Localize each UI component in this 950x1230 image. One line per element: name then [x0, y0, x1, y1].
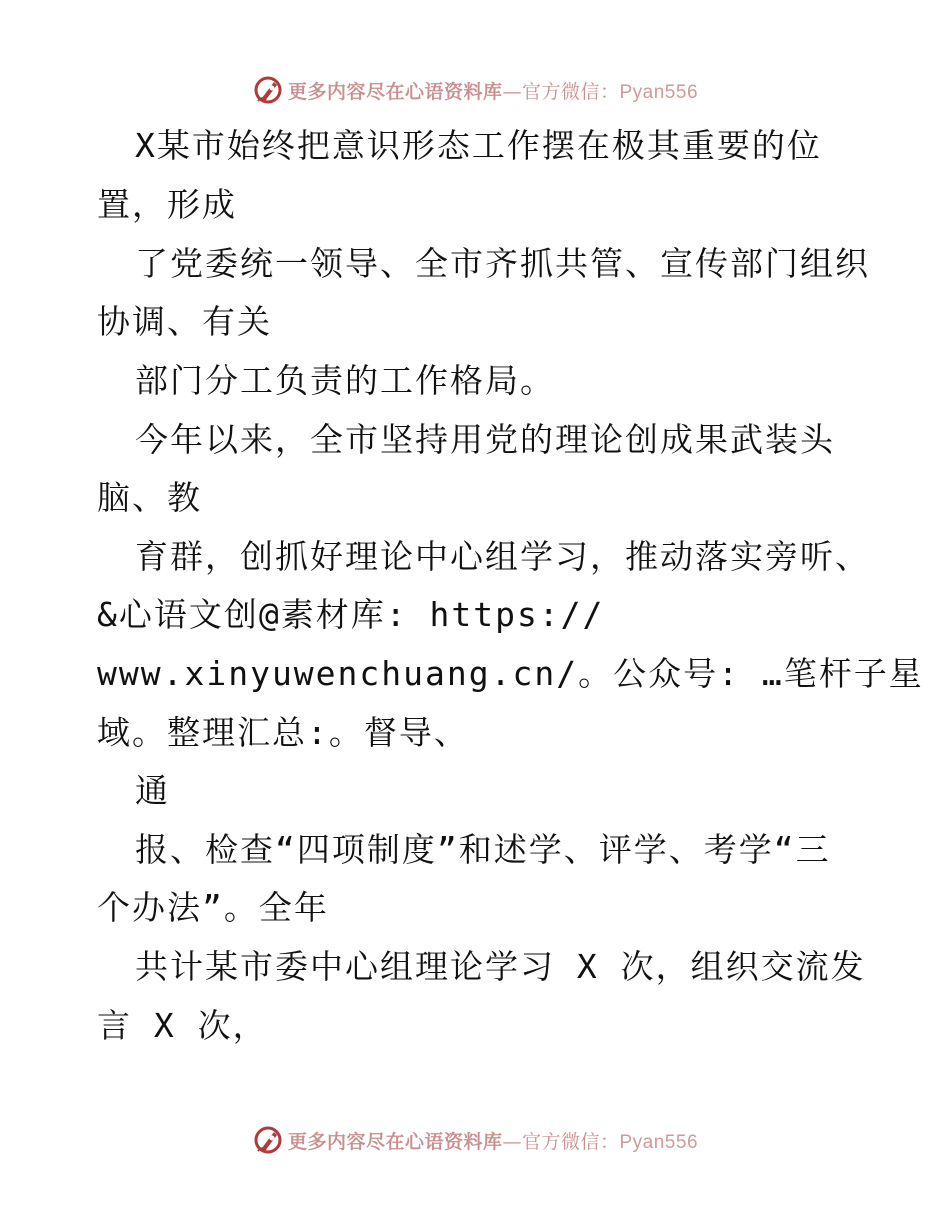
body-line: 通 — [135, 771, 170, 810]
body-line: 脑、教 — [97, 478, 202, 517]
banner-text-wechat-id: Pyan556 — [619, 1131, 699, 1153]
pen-nib-logo-icon — [252, 1124, 284, 1156]
footer-banner — [0, 1122, 950, 1158]
body-line: 言 X 次， — [97, 1006, 268, 1045]
body-line: X某市始终把意识形态工作摆在极其重要的位 — [135, 126, 822, 165]
banner-text — [288, 77, 698, 104]
banner-text — [288, 1127, 698, 1154]
body-line: 报、检查“四项制度”和述学、评学、考学“三 — [135, 830, 831, 869]
body-line: &心语文创@素材库: https:// — [97, 595, 605, 634]
banner-text-wechat-label: —官方微信： — [502, 80, 620, 103]
banner-text-wechat-label: —官方微信： — [502, 1130, 620, 1153]
pen-nib-logo-icon — [252, 74, 284, 106]
banner-text-main: 更多内容尽在心语资料库 — [287, 80, 503, 103]
banner-text-wechat-id: Pyan556 — [619, 81, 699, 103]
body-line: 协调、有关 — [97, 302, 272, 341]
header-banner — [0, 72, 950, 108]
body-line: 域。整理汇总:。督导、 — [97, 713, 469, 752]
body-line: 了党委统一领导、全市齐抓共管、宣传部门组织 — [135, 244, 870, 283]
body-line: 部门分工负责的工作格局。 — [135, 361, 555, 400]
body-line: 置，形成 — [97, 185, 237, 224]
body-line: 共计某市委中心组理论学习 X 次，组织交流发 — [135, 947, 866, 986]
body-line: www.xinyuwenchuang.cn/。公众号: …笔杆子星 — [97, 654, 924, 693]
body-line: 个办法”。全年 — [97, 888, 329, 927]
body-line: 今年以来，全市坚持用党的理论创成果武装头 — [135, 420, 835, 459]
banner-text-main: 更多内容尽在心语资料库 — [287, 1130, 503, 1153]
body-line: 育群，创抓好理论中心组学习，推动落实旁听、 — [135, 537, 870, 576]
